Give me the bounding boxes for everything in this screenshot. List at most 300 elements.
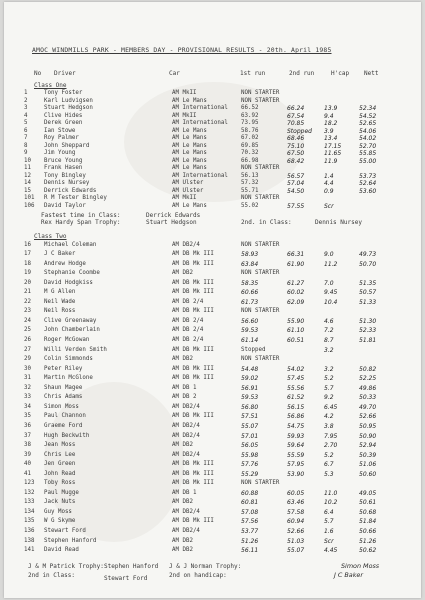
driver-name: David Read	[44, 547, 79, 554]
nett-time: 50.70	[359, 260, 377, 268]
handicap: 9.0	[324, 251, 334, 259]
car-model: AM Le Mans	[172, 142, 207, 149]
first-run-time: 53.77	[241, 528, 259, 535]
col-header-driver: Driver	[54, 70, 76, 77]
table-row	[4, 366, 421, 373]
table-row	[4, 337, 421, 344]
second-value: Dennis Nursey	[315, 219, 362, 226]
handicap: 2.70	[324, 442, 338, 450]
table-row	[4, 165, 421, 172]
entry-number: 123	[24, 480, 35, 487]
car-model: AM Ulster	[172, 180, 204, 186]
first-run-time: NON STARTER	[241, 165, 280, 171]
table-row	[4, 128, 421, 135]
table-row	[4, 394, 421, 401]
footer-norman-value: Simon Moss	[341, 562, 380, 570]
handicap: 13.4	[324, 135, 338, 142]
first-run-time: 56.11	[241, 547, 259, 555]
entry-number: 38	[24, 442, 31, 449]
driver-name: R M Tester Bingley	[44, 195, 107, 201]
entry-number: 17	[24, 251, 31, 258]
driver-name: Chris Lee	[44, 451, 76, 458]
footer-handicap-label: 2nd on handicap:	[169, 572, 227, 579]
entry-number: 41	[24, 470, 31, 477]
car-model: AM Le Mans	[172, 157, 207, 164]
col-header-run1: 1st run	[240, 70, 266, 77]
entry-number: 37	[24, 432, 31, 439]
footer-trophy-label: J & M Patrick Trophy:	[28, 563, 104, 570]
second-run-time: 60.02	[287, 289, 305, 297]
driver-name: Guy Moss	[44, 508, 72, 515]
second-run-time: 55.07	[287, 547, 305, 555]
first-run-time: 55.29	[241, 470, 259, 478]
first-run-time: 58.76	[241, 127, 259, 134]
table-row	[4, 308, 421, 315]
table-row	[4, 180, 421, 187]
footer-norman-label: J & J Norman Trophy:	[169, 563, 242, 570]
driver-name: Frank Hasen	[44, 165, 83, 171]
entry-number: 27	[24, 346, 31, 353]
car-model: AM DB 2/4	[172, 337, 204, 343]
driver-name: Jean Moss	[44, 442, 76, 449]
first-run-time: NON STARTER	[241, 480, 280, 487]
col-header-handicap: H'cap	[331, 70, 350, 77]
table-row	[4, 299, 421, 306]
second-run-time: 56.86	[287, 413, 305, 421]
car-model: AM DB Mk III	[172, 413, 214, 420]
handicap: 7.95	[324, 432, 338, 440]
driver-name: Andrew Hodge	[44, 260, 86, 267]
handicap: 10.2	[324, 499, 338, 507]
table-row	[4, 289, 421, 296]
second-run-time: 54.50	[287, 187, 305, 195]
handicap: 10.4	[324, 298, 338, 306]
car-model: AM DB2/4	[172, 422, 200, 429]
nett-time: 51.06	[359, 461, 377, 469]
first-run-time: 56.80	[241, 403, 259, 411]
class-one-heading: Class One	[34, 82, 67, 89]
second-run-time: 60.51	[287, 337, 305, 344]
entry-number: 141	[24, 547, 35, 554]
car-model: AM DB Mk III	[172, 365, 214, 372]
first-run-time: 57.01	[241, 432, 259, 440]
first-run-time: 57.08	[241, 508, 259, 516]
handicap: 11.9	[324, 157, 338, 165]
nett-time: 52.65	[359, 120, 377, 127]
driver-name: Neil Ross	[44, 308, 76, 315]
nett-time: 50.82	[359, 365, 377, 373]
driver-name: Dennis Nursey	[44, 180, 90, 186]
first-run-time: NON STARTER	[241, 270, 280, 277]
nett-time: 52.25	[359, 375, 377, 383]
handicap: 9.45	[324, 289, 338, 297]
fastest-label: Fastest time in Class:	[41, 212, 121, 219]
handicap: 5.7	[324, 384, 334, 392]
first-run-time: 59.53	[241, 327, 259, 335]
table-row	[4, 499, 421, 506]
table-row	[4, 356, 421, 363]
entry-number: 138	[24, 537, 35, 544]
entry-number: 12	[24, 172, 31, 179]
second-run-time: 56.57	[287, 172, 305, 180]
car-model: AM DB2	[172, 356, 193, 363]
first-run-time: 58.35	[241, 279, 259, 287]
entry-number: 18	[24, 260, 31, 267]
driver-name: Willi Verden Smith	[44, 346, 107, 353]
entry-number: 4	[24, 112, 28, 119]
nett-time: 55.85	[359, 150, 377, 157]
handicap: 18.2	[324, 120, 338, 127]
first-run-time: 57.56	[241, 518, 259, 526]
handicap: 11.0	[324, 489, 338, 497]
second-run-time: 68.46	[287, 135, 305, 142]
nett-time: 52.66	[359, 413, 377, 421]
second-run-time: 57.45	[287, 375, 305, 383]
table-row	[4, 528, 421, 535]
table-row	[4, 480, 421, 487]
car-model: AM MkII	[172, 195, 197, 201]
entry-number: 106	[24, 202, 35, 209]
car-model: AM Le Mans	[172, 135, 207, 141]
table-row	[4, 375, 421, 382]
first-run-time: NON STARTER	[241, 356, 280, 363]
first-run-time: 55.71	[241, 187, 259, 194]
driver-name: John Sheppard	[44, 142, 90, 149]
entry-number: 136	[24, 528, 35, 534]
handicap: 5.2	[324, 451, 334, 459]
handicap: 17.15	[324, 142, 342, 150]
first-run-time: 69.85	[241, 142, 259, 149]
entry-number: 26	[24, 337, 31, 343]
nett-time: 50.95	[359, 422, 377, 430]
table-row	[4, 518, 421, 525]
second-run-time: 75.10	[287, 142, 305, 150]
driver-name: Jack Nuts	[44, 499, 76, 506]
table-row	[4, 385, 421, 392]
car-model: AM DB Mk III	[172, 308, 214, 315]
second-run-time: 55.59	[287, 451, 305, 459]
driver-name: John Read	[44, 470, 76, 477]
second-run-time: 63.46	[287, 499, 305, 507]
handicap: 8.7	[324, 337, 334, 344]
handicap: 1.4	[324, 172, 334, 180]
car-model: AM MkII	[172, 90, 197, 96]
handicap: 5.7	[324, 518, 334, 526]
entry-number: 2	[24, 97, 28, 104]
table-row	[4, 242, 421, 249]
col-header-no: No	[34, 70, 42, 77]
second-run-time: 61.27	[287, 279, 305, 287]
car-model: AM DB 2/4	[172, 317, 204, 324]
second-run-time: 52.66	[287, 528, 305, 535]
entry-number: 8	[24, 142, 28, 149]
driver-name: Clive Hides	[44, 112, 83, 119]
nett-time: 52.33	[359, 327, 377, 335]
page-title: AMOC WINDMILLS PARK - MEMBERS DAY - PROVISIONAL RESULTS - 20th. April 1985	[32, 46, 332, 54]
car-model: AM DB2	[172, 547, 193, 554]
handicap: 11.2	[324, 260, 338, 268]
car-model: AM DB Mk III	[172, 461, 214, 468]
first-run-time: 51.26	[241, 537, 259, 545]
nett-time: 50.90	[359, 432, 377, 440]
entry-number: 40	[24, 461, 31, 468]
handicap: 3.8	[324, 422, 334, 430]
nett-time: 50.62	[359, 547, 377, 555]
car-model: AM DB2/4	[172, 508, 200, 515]
first-run-time: 57.51	[241, 413, 259, 421]
car-model: AM Le Mans	[172, 202, 207, 209]
table-row	[4, 251, 421, 258]
second-run-time: 57.95	[287, 461, 305, 469]
first-run-time: 56.91	[241, 384, 259, 392]
table-row	[4, 538, 421, 545]
car-model: AM Le Mans	[172, 97, 207, 104]
nett-time: 51.33	[359, 298, 377, 306]
driver-name: Simon Moss	[44, 403, 79, 410]
handicap: 3.2	[324, 346, 334, 354]
col-header-car: Car	[169, 70, 180, 77]
second-run-time: 70.85	[287, 120, 305, 127]
entry-number: 15	[24, 187, 31, 194]
second-run-time: 61.90	[287, 260, 305, 268]
driver-name: Toby Ross	[44, 480, 76, 487]
driver-name: M G Allen	[44, 289, 76, 296]
table-row	[4, 509, 421, 516]
handicap: 9.4	[324, 112, 334, 120]
driver-name: David Taylor	[44, 202, 86, 209]
second-run-time: Stopped	[287, 127, 312, 135]
handicap: 6.7	[324, 461, 334, 469]
nett-time: 51.84	[359, 518, 377, 526]
nett-time: 53.60	[359, 187, 377, 195]
entry-number: 30	[24, 365, 31, 372]
nett-time: 51.35	[359, 279, 377, 287]
car-model: AM DB 2/4	[172, 298, 204, 305]
first-run-time: 55.98	[241, 451, 259, 459]
entry-number: 36	[24, 422, 31, 429]
first-run-time: 59.53	[241, 394, 259, 402]
nett-time: 50.39	[359, 451, 377, 459]
table-row	[4, 203, 421, 210]
entry-number: 34	[24, 403, 31, 410]
second-run-time: 54.75	[287, 422, 305, 430]
table-row	[4, 135, 421, 142]
second-label: 2nd. in Class:	[241, 219, 292, 226]
car-model: AM DB2	[172, 499, 193, 506]
first-run-time: 59.02	[241, 375, 259, 383]
nett-time: 52.64	[359, 180, 377, 187]
driver-name: Stephen Hanford	[44, 537, 97, 544]
second-run-time: 61.10	[287, 327, 305, 335]
first-run-time: NON STARTER	[241, 90, 280, 96]
first-run-time: 66.98	[241, 157, 259, 164]
table-row	[4, 188, 421, 195]
car-model: AM DB Mk III	[172, 346, 214, 353]
entry-number: 6	[24, 127, 28, 134]
driver-name: Paul Channon	[44, 413, 86, 420]
nett-time: 49.70	[359, 403, 377, 411]
handicap: 9.2	[324, 394, 334, 402]
car-model: AM DB Mk III	[172, 480, 214, 487]
table-row	[4, 98, 421, 105]
car-model: AM Le Mans	[172, 150, 207, 156]
entry-number: 9	[24, 150, 28, 156]
first-run-time: 56.05	[241, 442, 259, 450]
first-run-time: 58.93	[241, 251, 259, 259]
first-run-time: NON STARTER	[241, 241, 280, 248]
first-run-time: NON STARTER	[241, 195, 280, 201]
car-model: AM DB2	[172, 442, 193, 449]
nett-time: 53.73	[359, 172, 377, 180]
entry-number: 10	[24, 157, 31, 164]
driver-name: Derrick Edwards	[44, 187, 97, 194]
second-run-time: 62.09	[287, 298, 305, 306]
handicap: 4.2	[324, 413, 334, 421]
table-row	[4, 158, 421, 165]
handicap: 6.4	[324, 508, 334, 516]
second-run-time: 60.05	[287, 489, 305, 497]
first-run-time: 73.95	[241, 120, 259, 126]
first-run-time: 66.52	[241, 105, 259, 111]
driver-name: Tony Bingley	[44, 172, 86, 179]
driver-name: Martin McGlone	[44, 375, 93, 382]
nett-time: 51.26	[359, 537, 377, 545]
second-run-time: 51.03	[287, 537, 305, 545]
nett-time: 50.60	[359, 470, 377, 478]
handicap: 4.45	[324, 547, 338, 555]
table-row	[4, 173, 421, 180]
table-row	[4, 490, 421, 497]
car-model: AM DB 1	[172, 489, 197, 496]
footer-handicap-value: J C Baker	[334, 571, 363, 579]
first-run-time: 56.60	[241, 317, 259, 325]
car-model: AM MkII	[172, 112, 197, 119]
footer-second-value: Stewart Ford	[104, 575, 148, 582]
handicap: 11.65	[324, 150, 342, 157]
nett-time: 52.70	[359, 142, 377, 150]
entry-number: 16	[24, 241, 31, 248]
handicap: 5.3	[324, 470, 334, 478]
table-row	[4, 270, 421, 277]
nett-time: 54.52	[359, 112, 377, 120]
first-run-time: 55.02	[241, 202, 259, 209]
driver-name: Michael Coleman	[44, 241, 97, 248]
entry-number: 21	[24, 289, 31, 296]
first-run-time: 61.73	[241, 298, 259, 306]
car-model: AM International	[172, 172, 228, 179]
second-run-time: 53.90	[287, 470, 305, 478]
car-model: AM DB Mk III	[172, 251, 214, 258]
driver-name: David Hodgkiss	[44, 279, 93, 286]
first-run-time: 56.13	[241, 172, 259, 179]
handicap: 4.4	[324, 180, 334, 187]
car-model: AM DB 1	[172, 384, 197, 391]
nett-time: 51.30	[359, 317, 377, 325]
entry-number: 31	[24, 375, 31, 382]
first-run-time: 70.32	[241, 150, 259, 156]
driver-name: Chris Adams	[44, 394, 83, 401]
entry-number: 29	[24, 356, 31, 363]
table-row	[4, 347, 421, 354]
first-run-time: 54.48	[241, 365, 259, 373]
driver-name: Jen Green	[44, 461, 76, 468]
entry-number: 24	[24, 317, 31, 324]
car-model: AM Le Mans	[172, 127, 207, 134]
driver-name: Bruce Young	[44, 157, 83, 164]
second-run-time: 54.02	[287, 365, 305, 373]
car-model: AM DB Mk III	[172, 279, 214, 286]
table-row	[4, 261, 421, 268]
driver-name: Stephanie Coombe	[44, 270, 100, 277]
car-model: AM DB 2/4	[172, 327, 204, 334]
car-model: AM DB 2	[172, 394, 197, 401]
entry-number: 3	[24, 105, 28, 111]
nett-time: 50.61	[359, 499, 377, 507]
table-row	[4, 318, 421, 325]
table-row	[4, 442, 421, 449]
car-model: AM DB2	[172, 270, 193, 277]
second-run-time: 60.94	[287, 518, 305, 526]
entry-number: 22	[24, 298, 31, 305]
entry-number: 33	[24, 394, 31, 401]
table-row	[4, 327, 421, 334]
footer-second-label: 2nd in Class:	[28, 572, 75, 579]
second-run-time: 68.42	[287, 157, 305, 165]
nett-time: 52.94	[359, 442, 377, 450]
driver-name: Tony Foster	[44, 90, 83, 96]
driver-name: Colin Simmonds	[44, 356, 93, 363]
driver-name: Ian Stowe	[44, 127, 76, 134]
first-run-time: 63.92	[241, 112, 259, 119]
col-header-run2: 2nd run	[289, 70, 315, 77]
trophy-label: Rex Hardy Span Trophy:	[41, 219, 121, 226]
driver-name: Shaun Magee	[44, 384, 83, 391]
entry-number: 39	[24, 451, 31, 458]
nett-time: 49.73	[359, 251, 377, 259]
entry-number: 5	[24, 120, 28, 126]
car-model: AM International	[172, 120, 228, 126]
handicap: Scr	[324, 202, 334, 210]
table-row	[4, 105, 421, 112]
second-run-time: 55.56	[287, 384, 305, 392]
second-run-time: 57.04	[287, 180, 305, 187]
table-row	[4, 461, 421, 468]
nett-time: 54.06	[359, 127, 377, 135]
table-row	[4, 433, 421, 440]
second-run-time: 66.24	[287, 105, 305, 112]
entry-number: 23	[24, 308, 31, 315]
driver-name: J C Baker	[44, 251, 76, 258]
car-model: AM DB2	[172, 537, 193, 544]
entry-number: 20	[24, 279, 31, 286]
entry-number: 133	[24, 499, 35, 506]
entry-number: 32	[24, 384, 31, 391]
car-model: AM DB Mk III	[172, 260, 214, 267]
car-model: AM DB Mk III	[172, 289, 214, 296]
trophy-value: Stuart Hedgson	[146, 219, 197, 226]
table-row	[4, 423, 421, 430]
handicap: 0.9	[324, 187, 334, 195]
nett-time: 55.00	[359, 157, 377, 165]
driver-name: Derek Green	[44, 120, 83, 126]
first-run-time: 61.14	[241, 337, 259, 344]
first-run-time: NON STARTER	[241, 97, 280, 104]
nett-time: 51.81	[359, 337, 377, 344]
handicap: 3.2	[324, 365, 334, 373]
nett-time: 54.02	[359, 135, 377, 142]
second-run-time: 56.15	[287, 403, 305, 411]
first-run-time: 55.07	[241, 422, 259, 430]
